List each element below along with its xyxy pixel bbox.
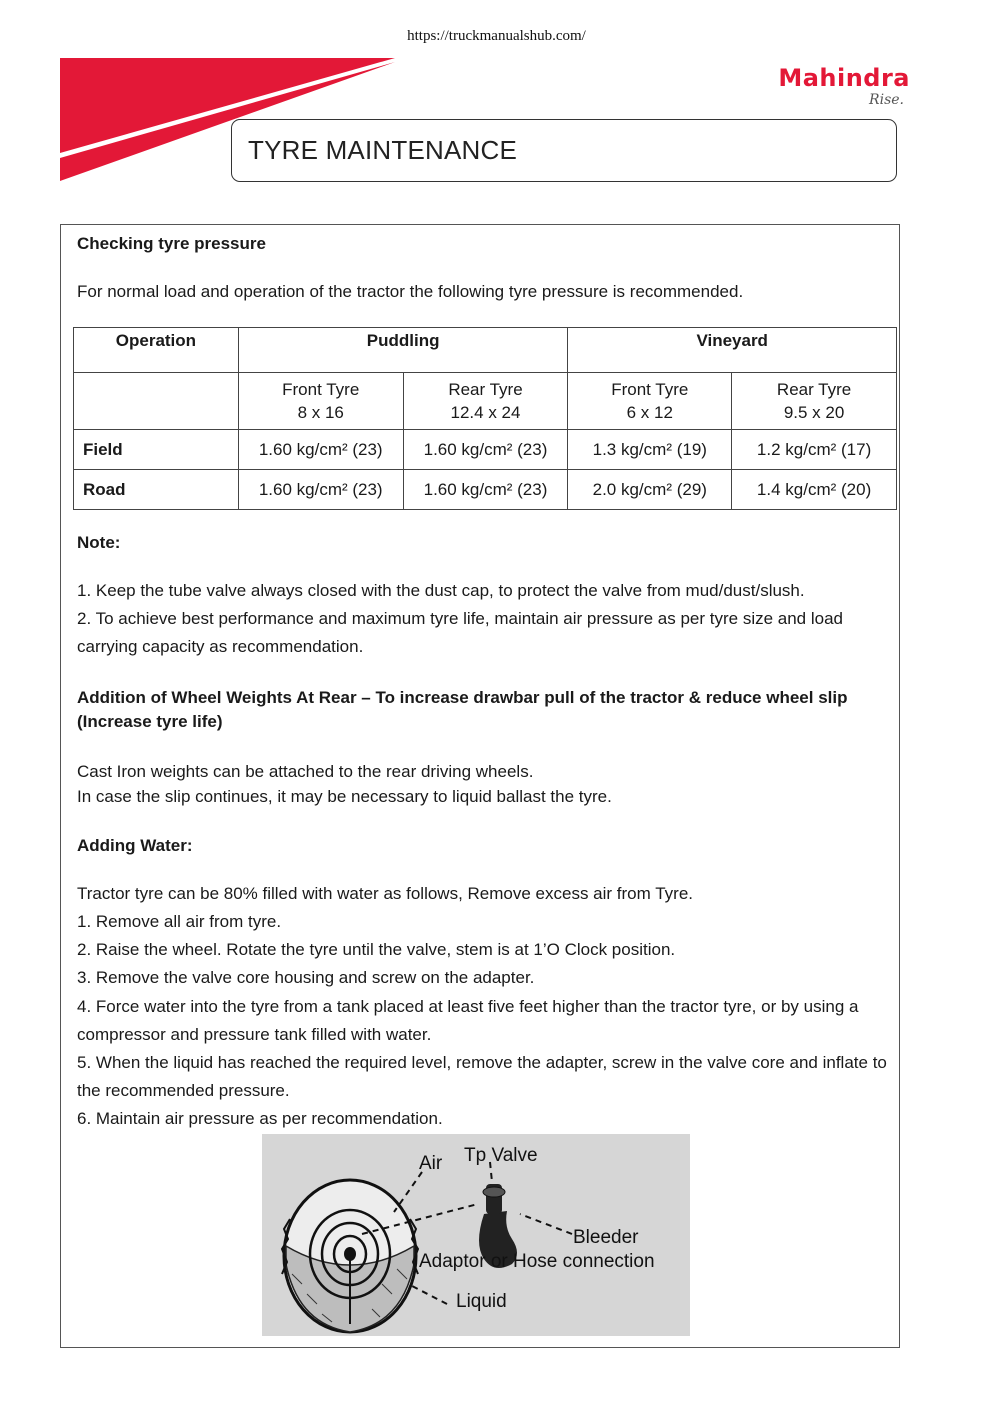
table-row <box>74 430 897 470</box>
label-valve: Tp Valve <box>464 1145 538 1166</box>
tyre-name: Rear Tyre <box>776 380 852 399</box>
tyre-size: 6 x 12 <box>626 403 673 422</box>
note-line: 2. To achieve best performance and maximum tyre life, maintain air pressure as per tyre size and load carrying capacity as recommendation. <box>77 609 843 656</box>
tyre-pressure-intro: For normal load and operation of the tractor the following tyre pressure is recommended. <box>77 282 744 301</box>
tyre-size: 9.5 x 20 <box>783 403 845 422</box>
water-step: 5. When the liquid has reached the required level, remove the adapter, screw in the valve core and inflate to the recommended pressure. <box>77 1053 887 1100</box>
subheader-cell <box>238 373 403 430</box>
wheel-weights-line: Cast Iron weights can be attached to the rear driving wheels. <box>77 762 534 781</box>
logo-wordmark: Mahindra <box>778 64 910 92</box>
logo-tagline: Rise. <box>869 92 904 108</box>
tyre-name: Front Tyre <box>282 380 360 399</box>
header-vineyard: Vineyard <box>568 328 897 373</box>
header-operation: Operation <box>74 328 239 373</box>
wheel-weights-heading: Addition of Wheel Weights At Rear – To increase drawbar pull of the tractor & reduce wheel slip (Increase tyre life) <box>77 688 848 731</box>
note-heading: Note: <box>77 533 121 552</box>
tyre-size: 12.4 x 24 <box>450 403 521 422</box>
table-subheader-row <box>74 373 897 430</box>
label-bleeder: Bleeder <box>573 1227 639 1248</box>
header-puddling: Puddling <box>238 328 568 373</box>
table-row <box>74 470 897 510</box>
water-step: 2. Raise the wheel. Rotate the tyre until the valve, stem is at 1’O Clock position. <box>77 940 676 959</box>
label-adaptor: Adaptor or Hose connection <box>419 1251 655 1272</box>
water-step: 6. Maintain air pressure as per recommendation. <box>77 1109 443 1128</box>
tyre-pressure-table <box>73 327 897 510</box>
page-title: TYRE MAINTENANCE <box>231 119 897 182</box>
pressure-cell: 1.60 kg/cm² (23) <box>403 430 568 470</box>
water-step: 3. Remove the valve core housing and screw on the adapter. <box>77 968 535 987</box>
tyre-name: Front Tyre <box>611 380 689 399</box>
source-url[interactable]: https://truckmanualshub.com/ <box>407 28 586 44</box>
table-header-row <box>74 328 897 373</box>
wheel-weights-line: In case the slip continues, it may be necessary to liquid ballast the tyre. <box>77 787 612 806</box>
tyre-size: 8 x 16 <box>297 403 344 422</box>
mahindra-logo <box>770 64 910 114</box>
row-label: Field <box>74 430 239 470</box>
water-step: 1. Remove all air from tyre. <box>77 912 282 931</box>
subheader-empty <box>74 373 239 430</box>
pressure-cell: 1.3 kg/cm² (19) <box>568 430 732 470</box>
label-liquid: Liquid <box>456 1291 507 1312</box>
adding-water-heading: Adding Water: <box>77 836 193 855</box>
row-label: Road <box>74 470 239 510</box>
water-step: Tractor tyre can be 80% filled with water as follows, Remove excess air from Tyre. <box>77 884 694 903</box>
pressure-cell: 2.0 kg/cm² (29) <box>568 470 732 510</box>
label-air: Air <box>419 1153 443 1174</box>
subheader-cell <box>732 373 897 430</box>
tyre-ballast-diagram <box>262 1134 690 1336</box>
subheader-cell <box>568 373 732 430</box>
pressure-cell: 1.4 kg/cm² (20) <box>732 470 897 510</box>
note-line: 1. Keep the tube valve always closed with the dust cap, to protect the valve from mud/dust/slush. <box>77 581 805 600</box>
water-step: 4. Force water into the tyre from a tank placed at least five feet higher than the tractor tyre, or by using a compressor and pressure tank filled with water. <box>77 997 859 1044</box>
subheader-cell <box>403 373 568 430</box>
pressure-cell: 1.60 kg/cm² (23) <box>238 470 403 510</box>
pressure-cell: 1.60 kg/cm² (23) <box>403 470 568 510</box>
pressure-cell: 1.2 kg/cm² (17) <box>732 430 897 470</box>
pressure-cell: 1.60 kg/cm² (23) <box>238 430 403 470</box>
tyre-pressure-heading: Checking tyre pressure <box>77 234 266 253</box>
tyre-name: Rear Tyre <box>448 380 523 399</box>
